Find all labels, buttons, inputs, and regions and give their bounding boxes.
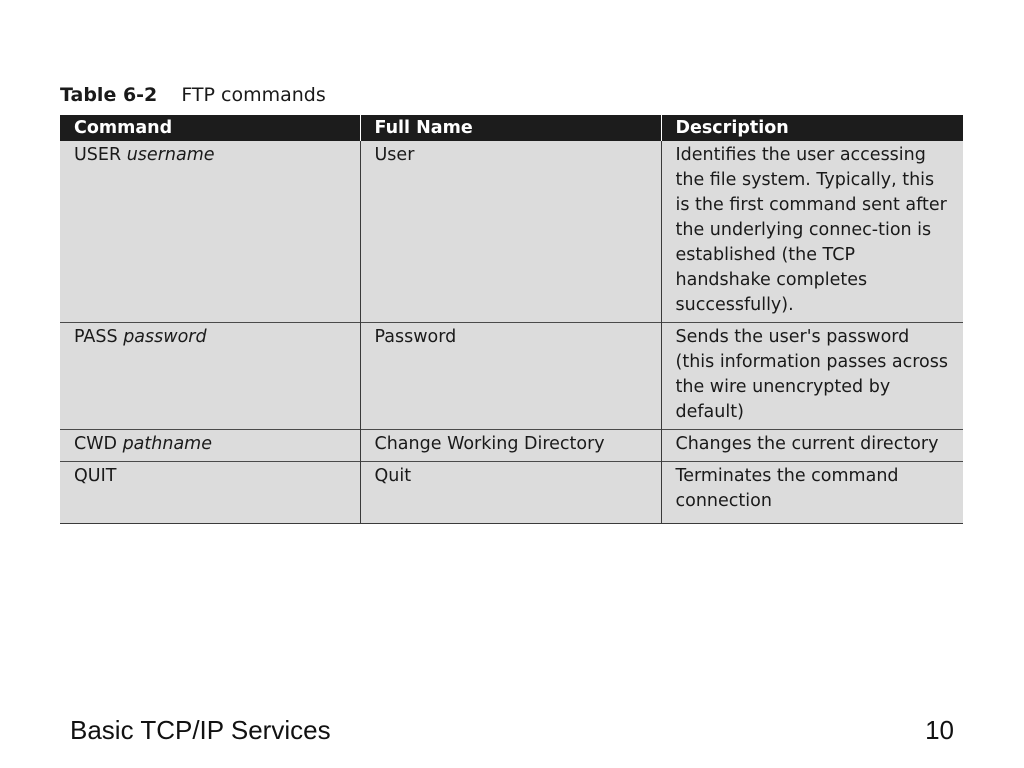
full-name-cell: Password: [360, 323, 661, 430]
slide-footer-title: Basic TCP/IP Services: [70, 715, 331, 745]
command-cell: [60, 462, 360, 524]
command-argument: username: [126, 145, 215, 165]
full-name-cell: User: [360, 141, 661, 323]
page-number: 10: [925, 715, 954, 745]
ftp-commands-table: [60, 115, 963, 524]
command-cell: [60, 430, 360, 462]
table-caption: [60, 84, 326, 106]
full-name-cell: Quit: [360, 462, 661, 524]
table-row: [60, 462, 963, 524]
description-cell: Changes the current directory: [661, 430, 963, 462]
column-header-command: Command: [60, 115, 360, 141]
table-caption-title: FTP commands: [181, 84, 326, 106]
table-row: [60, 141, 963, 323]
command-name: QUIT: [74, 466, 117, 486]
command-name: USER: [74, 145, 122, 165]
command-name: CWD: [74, 434, 117, 454]
full-name-cell: Change Working Directory: [360, 430, 661, 462]
command-argument: password: [123, 327, 207, 347]
command-cell: [60, 141, 360, 323]
command-cell: [60, 323, 360, 430]
table-caption-label: Table 6-2: [60, 84, 158, 106]
description-cell: Terminates the command connection: [661, 462, 963, 524]
column-header-full-name: Full Name: [360, 115, 661, 141]
table-row: [60, 430, 963, 462]
column-header-description: Description: [661, 115, 963, 141]
description-cell: Sends the user's password (this information passes across the wire unencrypted by default): [661, 323, 963, 430]
table-row: [60, 323, 963, 430]
command-argument: pathname: [122, 434, 212, 454]
command-name: PASS: [74, 327, 118, 347]
description-cell: Identifies the user accessing the file system. Typically, this is the first command sent after the underlying connec-tion is established (the TCP handshake completes successfully).: [661, 141, 963, 323]
table-header-row: [60, 115, 963, 141]
